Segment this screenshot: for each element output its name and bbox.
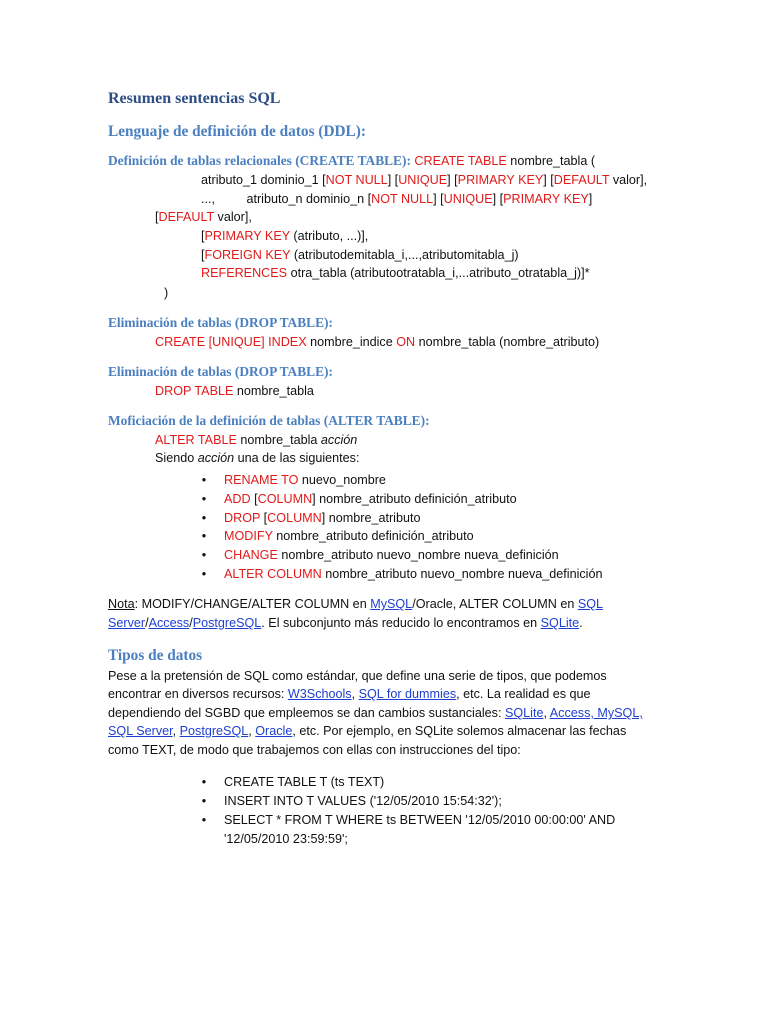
create-default-line bbox=[155, 208, 252, 226]
body-text: /Oracle, ALTER COLUMN en bbox=[412, 597, 578, 611]
list-item: INSERT INTO T VALUES ('12/05/2010 15:54:32'); bbox=[224, 794, 502, 808]
list-item bbox=[224, 546, 559, 564]
body-text: , bbox=[351, 687, 359, 701]
bullet: • bbox=[201, 492, 207, 506]
sql-keyword: DEFAULT bbox=[158, 210, 215, 224]
code-text: [ bbox=[250, 492, 258, 506]
code-text: [ bbox=[260, 511, 268, 525]
create-fk-line bbox=[201, 246, 519, 264]
code-text: ] [ bbox=[433, 192, 444, 206]
sql-keyword: DEFAULT bbox=[553, 173, 610, 187]
sql-server-link[interactable]: Server bbox=[108, 616, 146, 630]
body-text: . bbox=[579, 616, 583, 630]
sql-keyword: MODIFY bbox=[224, 529, 273, 543]
code-text: valor], bbox=[214, 210, 252, 224]
sql-keyword: FOREIGN KEY bbox=[204, 248, 291, 262]
bullet: • bbox=[201, 511, 207, 525]
sqlite-link[interactable]: SQLite bbox=[540, 616, 580, 630]
sqlite-link[interactable]: SQLite bbox=[504, 706, 544, 720]
code-text: [ bbox=[201, 229, 205, 243]
drop-heading-2: Eliminación de tablas (DROP TABLE): bbox=[108, 364, 333, 379]
code-text: nombre_atributo definición_atributo bbox=[272, 529, 474, 543]
sql-keyword: PRIMARY KEY bbox=[204, 229, 290, 243]
code-text: ..., atributo_n dominio_n [ bbox=[201, 192, 372, 206]
sql-server-link[interactable]: SQL Server bbox=[108, 724, 173, 738]
access-mysql-link[interactable]: Access, MySQL, bbox=[549, 706, 643, 720]
postgresql-link[interactable]: PostgreSQL bbox=[179, 724, 249, 738]
body-text: Siendo bbox=[155, 451, 198, 465]
code-italic: acción bbox=[320, 433, 358, 447]
sql-keyword: COLUMN bbox=[267, 511, 322, 525]
body-text: dependiendo del SGBD que empleemos se dan cambios sustanciales: bbox=[108, 706, 505, 720]
bullet: • bbox=[201, 548, 207, 562]
sql-keyword: NOT NULL bbox=[371, 192, 434, 206]
body-text: , bbox=[248, 724, 256, 738]
list-item bbox=[224, 490, 517, 508]
body-text: encontrar en diversos recursos: bbox=[108, 687, 288, 701]
sql-for-dummies-link[interactable]: SQL for dummies bbox=[358, 687, 457, 701]
list-item bbox=[224, 527, 474, 545]
code-text: ] [ bbox=[492, 192, 504, 206]
code-text: atributo_1 dominio_1 [ bbox=[201, 173, 326, 187]
body-text: . El subconjunto más reducido lo encontramos en bbox=[261, 616, 541, 630]
drop-table-line bbox=[155, 382, 314, 400]
code-text: nuevo_nombre bbox=[298, 473, 386, 487]
sql-keyword: DROP TABLE bbox=[155, 384, 234, 398]
sql-server-link[interactable]: SQL bbox=[577, 597, 604, 611]
create-table-line bbox=[108, 152, 595, 170]
alter-table-line bbox=[155, 431, 357, 449]
create-index-line bbox=[155, 333, 599, 351]
mysql-link[interactable]: MySQL bbox=[370, 597, 413, 611]
code-text: (atributodemitabla_i,...,atributomitabla_j) bbox=[290, 248, 519, 262]
tipos-para-line-5: como TEXT, de modo que trabajemos con ellas con instrucciones del tipo: bbox=[108, 743, 521, 757]
page-title: Resumen sentencias SQL bbox=[108, 90, 281, 107]
body-text: / bbox=[145, 616, 149, 630]
bullet: • bbox=[201, 567, 207, 581]
list-item bbox=[224, 509, 420, 527]
code-text: nombre_indice bbox=[306, 335, 397, 349]
create-attr-line-1 bbox=[201, 171, 647, 189]
create-close-paren: ) bbox=[164, 286, 169, 300]
body-italic: acción bbox=[197, 451, 235, 465]
sql-keyword: ALTER COLUMN bbox=[224, 567, 322, 581]
list-item: SELECT * FROM T WHERE ts BETWEEN '12/05/2010 00:00:00' AND bbox=[224, 813, 616, 827]
create-references-line bbox=[201, 264, 590, 282]
nota-line-1 bbox=[108, 595, 603, 613]
postgresql-link[interactable]: PostgreSQL bbox=[192, 616, 262, 630]
sql-keyword: RENAME TO bbox=[224, 473, 299, 487]
oracle-link[interactable]: Oracle bbox=[255, 724, 293, 738]
code-text: ] [ bbox=[543, 173, 554, 187]
ddl-heading: Lenguaje de definición de datos (DDL): bbox=[108, 123, 366, 140]
tipos-heading: Tipos de datos bbox=[108, 647, 203, 664]
sql-keyword: ADD bbox=[224, 492, 251, 506]
bullet: • bbox=[201, 794, 207, 808]
sql-keyword: ALTER TABLE bbox=[155, 433, 237, 447]
body-text: , etc. Por ejemplo, en SQLite solemos almacenar las fechas bbox=[292, 724, 627, 738]
nota-line-2 bbox=[108, 614, 583, 632]
body-text: , bbox=[543, 706, 550, 720]
list-item-continuation: '12/05/2010 23:59:59'; bbox=[224, 832, 348, 846]
tipos-para-line-3 bbox=[108, 704, 643, 722]
list-item: CREATE TABLE T (ts TEXT) bbox=[224, 775, 385, 789]
sql-keyword: UNIQUE bbox=[443, 192, 493, 206]
code-text: otra_tabla (atributootratabla_i,...atributo_otratabla_j)]* bbox=[287, 266, 590, 280]
list-item bbox=[224, 471, 386, 489]
sql-keyword: COLUMN bbox=[257, 492, 313, 506]
body-text: : MODIFY/CHANGE/ALTER COLUMN en bbox=[134, 597, 371, 611]
sql-keyword: PRIMARY KEY bbox=[457, 173, 544, 187]
code-text: [ bbox=[201, 248, 205, 262]
body-text: una de las siguientes: bbox=[234, 451, 360, 465]
code-text: valor], bbox=[609, 173, 648, 187]
drop-heading-1: Eliminación de tablas (DROP TABLE): bbox=[108, 315, 333, 330]
code-text: nombre_tabla ( bbox=[506, 154, 596, 168]
access-link[interactable]: Access bbox=[148, 616, 190, 630]
code-text: (atributo, ...)], bbox=[289, 229, 369, 243]
sql-keyword: REFERENCES bbox=[201, 266, 288, 280]
alter-siendo-line bbox=[155, 449, 359, 467]
bullet: • bbox=[201, 813, 207, 827]
code-text: nombre_atributo nuevo_nombre nueva_definición bbox=[277, 548, 559, 562]
code-text: nombre_tabla (nombre_atributo) bbox=[415, 335, 600, 349]
w3schools-link[interactable]: W3Schools bbox=[287, 687, 352, 701]
body-text: , etc. La realidad es que bbox=[456, 687, 591, 701]
code-text: nombre_tabla bbox=[233, 384, 314, 398]
code-text: [ bbox=[155, 210, 159, 224]
alter-heading: Moficiación de la definición de tablas (ALTER TABLE): bbox=[108, 413, 430, 428]
tipos-para-line-4 bbox=[108, 722, 626, 740]
sql-keyword: ON bbox=[396, 335, 416, 349]
code-text: nombre_tabla bbox=[236, 433, 321, 447]
code-text: ] [ bbox=[387, 173, 399, 187]
tipos-para-line-2 bbox=[108, 685, 591, 703]
code-text: ] [ bbox=[447, 173, 458, 187]
sql-keyword: NOT NULL bbox=[325, 173, 388, 187]
create-table-heading: Definición de tablas relacionales (CREATE TABLE): bbox=[108, 153, 411, 168]
sql-keyword: CREATE [UNIQUE] INDEX bbox=[155, 335, 307, 349]
bullet: • bbox=[201, 473, 207, 487]
sql-keyword: DROP bbox=[224, 511, 261, 525]
code-text: nombre_atributo nuevo_nombre nueva_definición bbox=[321, 567, 603, 581]
nota-label: Nota bbox=[108, 597, 135, 611]
code-text: ] nombre_atributo bbox=[321, 511, 421, 525]
body-text: , bbox=[172, 724, 180, 738]
create-pk-line bbox=[201, 227, 368, 245]
tipos-para-line-1: Pese a la pretensión de SQL como estándar, que define una serie de tipos, que podemos bbox=[108, 669, 607, 683]
sql-keyword: PRIMARY KEY bbox=[503, 192, 589, 206]
body-text: / bbox=[189, 616, 193, 630]
bullet: • bbox=[201, 775, 207, 789]
code-text: ] nombre_atributo definición_atributo bbox=[312, 492, 517, 506]
sql-keyword: UNIQUE bbox=[398, 173, 448, 187]
sql-keyword: CHANGE bbox=[224, 548, 278, 562]
sql-keyword: CREATE TABLE bbox=[414, 154, 507, 168]
bullet: • bbox=[201, 529, 207, 543]
list-item bbox=[224, 565, 603, 583]
create-attr-line-n bbox=[201, 190, 592, 208]
code-text: ] bbox=[588, 192, 593, 206]
